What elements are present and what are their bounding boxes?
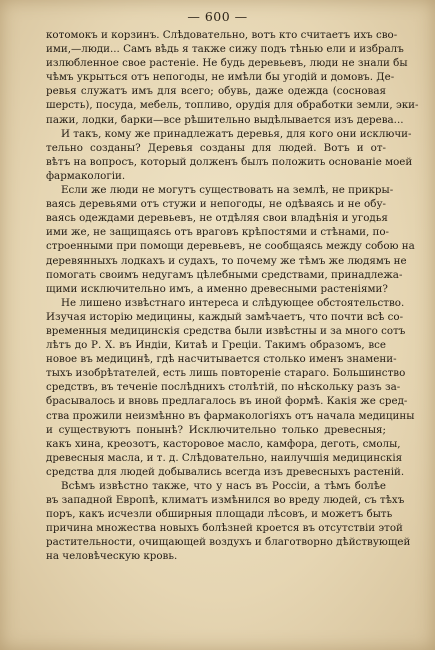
text-line: вѣтъ на вопросъ, который долженъ былъ положить основаніе моей bbox=[46, 155, 413, 168]
text-line: временныя медицинскія средства были извѣстны и за много сотъ bbox=[46, 324, 406, 337]
text-line: И такъ, кому же принадлежатъ деревья, для кого они исключи- bbox=[61, 127, 412, 140]
text-line: поръ, какъ исчезли обширныя площади лѣсовъ, и можетъ быть bbox=[46, 508, 393, 521]
text-line: и существуютъ понынѣ? Исключительно только древесныя; bbox=[46, 423, 386, 436]
text-line: Изучая исторію медицины, каждый замѣчаетъ, что почти всѣ со- bbox=[46, 310, 404, 323]
text-line: средствъ, въ теченіе послѣднихъ столѣтій, по нѣскольку разъ за- bbox=[46, 381, 401, 394]
text-line: ваясь одеждами деревьевъ, не отдѣляя свои владѣнія и угодья bbox=[46, 212, 388, 225]
paragraph bbox=[46, 28, 419, 127]
paragraph bbox=[46, 479, 411, 564]
text-line: лѣтъ до Р. Х. въ Индіи, Китаѣ и Греціи. Такимъ образомъ, все bbox=[46, 339, 386, 352]
text-line: котомокъ и корзинъ. Слѣдовательно, вотъ кто считаетъ ихъ сво- bbox=[46, 29, 398, 41]
text-line: шерсть), посуда, мебель, топливо, орудія для обработки земли, эки- bbox=[46, 99, 419, 112]
text-line: тельно созданы? Деревья созданы для людей. Вотъ и от- bbox=[46, 141, 386, 154]
text-line: фармакологіи. bbox=[46, 169, 126, 182]
text-line: средства для людей добывались всегда изъ древесныхъ растеній. bbox=[46, 465, 405, 478]
text-line: новое въ медицинѣ, гдѣ насчитывается столько именъ знамени- bbox=[46, 353, 397, 366]
text-line: тыхъ изобрѣтателей, есть лишь повтореніе стараго. Большинство bbox=[46, 367, 406, 380]
text-line: древесныя масла, и т. д. Слѣдовательно, наилучшія медицинскія bbox=[46, 451, 403, 464]
text-line: деревянныхъ лодкахъ и судахъ, то почему же тѣмъ же людямъ не bbox=[46, 254, 407, 267]
text-line: чѣмъ укрыться отъ непогоды, не имѣли бы угодій и домовъ. Де- bbox=[46, 71, 395, 84]
text-line: причина множества новыхъ болѣзней кроется въ отсутствіи этой bbox=[46, 522, 403, 535]
text-line: пажи, лодки, барки—все рѣшительно выдѣлывается изъ дерева... bbox=[46, 113, 404, 126]
page-number: — 600 — bbox=[187, 9, 248, 24]
text-line: строенными при помощи деревьевъ, не сообщаясь между собою на bbox=[46, 240, 415, 253]
text-line: въ западной Европѣ, климатъ измѣнился во вреду людей, съ тѣхъ bbox=[46, 494, 405, 507]
paragraph bbox=[46, 127, 413, 183]
text-line: Если же люди не могутъ существовать на землѣ, не прикры- bbox=[61, 184, 394, 197]
text-line: ваясь деревьями отъ стужи и непогоды, не одѣваясь и не обу- bbox=[46, 198, 386, 211]
text-line: ими,—люди... Самъ вѣдь я также сижу подъ тѣнью ели и избралъ bbox=[46, 43, 404, 56]
text-line: Не лишено извѣстнаго интереса и слѣдующее обстоятельство. bbox=[61, 296, 405, 309]
text-line: излюбленное свое растеніе. Не будь деревьевъ, люди не знали бы bbox=[46, 57, 408, 70]
body-text bbox=[46, 28, 419, 564]
text-line: помогать своимъ недугамъ цѣлебными средствами, принадлежа- bbox=[46, 268, 403, 281]
text-line: Всѣмъ извѣстно также, что у насъ въ Россіи, а тѣмъ болѣе bbox=[61, 480, 386, 492]
text-line: ими же, не защищаясь отъ враговъ крѣпостями и стѣнами, по- bbox=[46, 226, 390, 239]
text-line: на человѣческую кровь. bbox=[46, 550, 178, 563]
text-line: щими исключительно имъ, а именно древесными растеніями? bbox=[46, 282, 388, 295]
text-line: ревья служатъ имъ для всего; обувь, даже одежда (сосновая bbox=[46, 85, 386, 98]
paragraph bbox=[46, 183, 415, 296]
text-line: какъ хина, креозотъ, касторовое масло, камфора, деготь, смолы, bbox=[46, 437, 401, 450]
text-line: растительности, очищающей воздухъ и благотворно дѣйствующей bbox=[46, 536, 411, 549]
text-line: ства прожили неизмѣнно въ фармакологіяхъ отъ начала медицины bbox=[46, 409, 415, 422]
paragraph bbox=[46, 296, 415, 479]
text-line: брасывалось и вновь предлагалось въ иной формѣ. Какія же сред- bbox=[46, 395, 408, 408]
